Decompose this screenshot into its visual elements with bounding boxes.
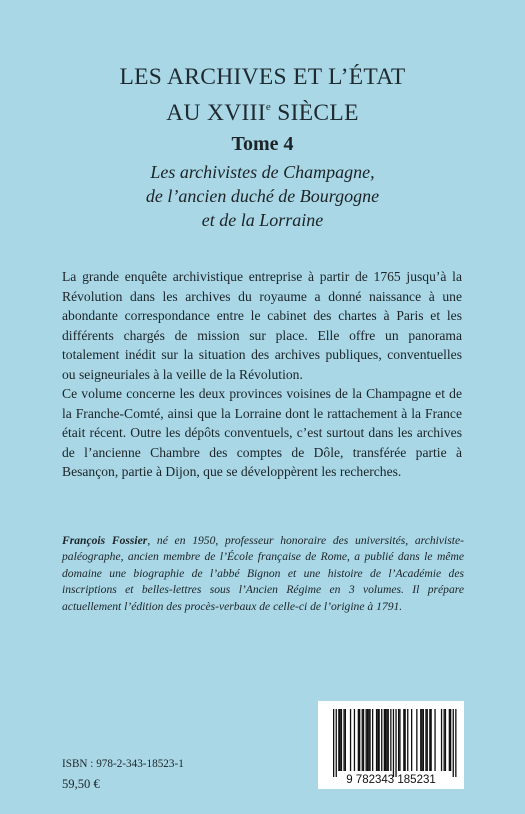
author-bio bbox=[62, 533, 464, 615]
price: 59,50 € bbox=[62, 777, 100, 791]
barcode-bar bbox=[381, 709, 382, 771]
barcode-digits: 9 782343 185231 bbox=[346, 774, 436, 786]
subtitle-line: et de la Lorraine bbox=[201, 210, 324, 230]
barcode-bar bbox=[367, 709, 368, 771]
barcode-bar bbox=[416, 709, 417, 771]
barcode bbox=[318, 701, 464, 789]
barcode-bar bbox=[444, 709, 445, 771]
barcode-bar bbox=[453, 709, 454, 777]
subtitle-line: de l’ancien duché de Bourgogne bbox=[145, 186, 380, 206]
barcode-bar bbox=[403, 709, 404, 771]
title-century: AU XVIII bbox=[166, 100, 266, 126]
barcode-bar bbox=[354, 709, 355, 771]
barcode-bar bbox=[366, 709, 367, 771]
barcode-bar bbox=[372, 709, 373, 771]
barcode-bar bbox=[405, 709, 406, 771]
barcode-bars bbox=[333, 709, 457, 777]
description bbox=[62, 267, 462, 482]
barcode-bar bbox=[421, 709, 422, 771]
barcode-bar bbox=[399, 709, 400, 771]
barcode-bar bbox=[393, 709, 394, 777]
barcode-bar bbox=[411, 709, 412, 771]
barcode-bar bbox=[377, 709, 378, 771]
barcode-bar bbox=[386, 709, 387, 771]
barcode-bar bbox=[388, 709, 389, 771]
barcode-bar bbox=[423, 709, 424, 771]
barcode-bar bbox=[398, 709, 399, 771]
barcode-bar bbox=[340, 709, 341, 771]
barcode-bar bbox=[343, 709, 344, 771]
title-line-2 bbox=[0, 92, 525, 128]
barcode-bar bbox=[358, 709, 359, 771]
barcode-bar bbox=[362, 709, 363, 771]
isbn: ISBN : 978-2-343-18523-1 bbox=[62, 758, 184, 770]
barcode-bar bbox=[336, 709, 337, 777]
barcode-bar bbox=[379, 709, 380, 771]
author-name: François Fossier bbox=[62, 534, 148, 547]
barcode-bar bbox=[390, 709, 391, 771]
description-paragraph: Ce volume concerne les deux provinces voisines de la Champagne et de la Franche-Comté, ainsi que la Lorraine dont le rattachement à la France était récent. Outre les dépôts conventuels, c’est surtout dans les archives de l’ancienne Chambre des comptes de Dôle, transférée partie à Besançon, partie à Dijon, que se développèrent les recherches. bbox=[62, 386, 462, 479]
description-paragraph: La grande enquête archivistique entreprise à partir de 1765 jusqu’à la Révolution dans les archives du royaume a donné naissance à une abondante correspondance entre le cabinet des chartes à Paris et les différents chargés de mission sur place. Elle offre un panorama totalement inédit sur la situation des archives publiques, conventuelles ou seigneuriales à la veille de la Révolution. bbox=[62, 269, 462, 382]
barcode-bar bbox=[385, 709, 386, 771]
barcode-bar bbox=[434, 709, 435, 771]
barcode-bar bbox=[445, 709, 446, 771]
barcode-bar bbox=[455, 709, 456, 777]
barcode-bar bbox=[341, 709, 342, 771]
subtitle-line: Les archivistes de Champagne, bbox=[150, 162, 375, 182]
book-title bbox=[0, 62, 525, 128]
barcode-bar bbox=[368, 709, 369, 771]
barcode-bar bbox=[431, 709, 432, 771]
title-line-1: LES ARCHIVES ET L’ÉTAT bbox=[119, 64, 406, 90]
barcode-bar bbox=[338, 709, 339, 771]
subtitle bbox=[0, 160, 525, 232]
barcode-bar bbox=[376, 709, 377, 771]
barcode-bar bbox=[384, 709, 385, 771]
barcode-bar bbox=[441, 709, 442, 771]
barcode-bar bbox=[359, 709, 360, 771]
barcode-bar bbox=[345, 709, 346, 771]
title-superscript: e bbox=[265, 101, 272, 113]
barcode-bar bbox=[369, 709, 370, 771]
author-bio-text: , né en 1950, professeur honoraire des universités, archiviste-paléographe, ancien membre de l’École française de Rome, a publié dans le même domaine une biographie de l’abbé Bignon et une histoire de l’Académie des inscriptions et belles-lettres sous l’Ancien Régime en 3 volumes. Il prépare actuellement l’édition des procès-verbaux de celle-ci de l’origine à 1791. bbox=[62, 534, 464, 613]
barcode-bar bbox=[425, 709, 426, 771]
barcode-bar bbox=[363, 709, 364, 771]
barcode-bar bbox=[449, 709, 450, 771]
barcode-bar bbox=[429, 709, 430, 771]
barcode-bar bbox=[427, 709, 428, 771]
barcode-bar bbox=[350, 709, 351, 771]
barcode-bar bbox=[420, 709, 421, 771]
barcode-bar bbox=[450, 709, 451, 771]
barcode-graphic bbox=[318, 701, 464, 789]
tome-number: Tome 4 bbox=[231, 133, 294, 155]
barcode-bar bbox=[333, 709, 334, 777]
barcode-bar bbox=[407, 709, 408, 771]
barcode-bar bbox=[395, 709, 396, 777]
title-siecle: SIÈCLE bbox=[271, 100, 359, 126]
